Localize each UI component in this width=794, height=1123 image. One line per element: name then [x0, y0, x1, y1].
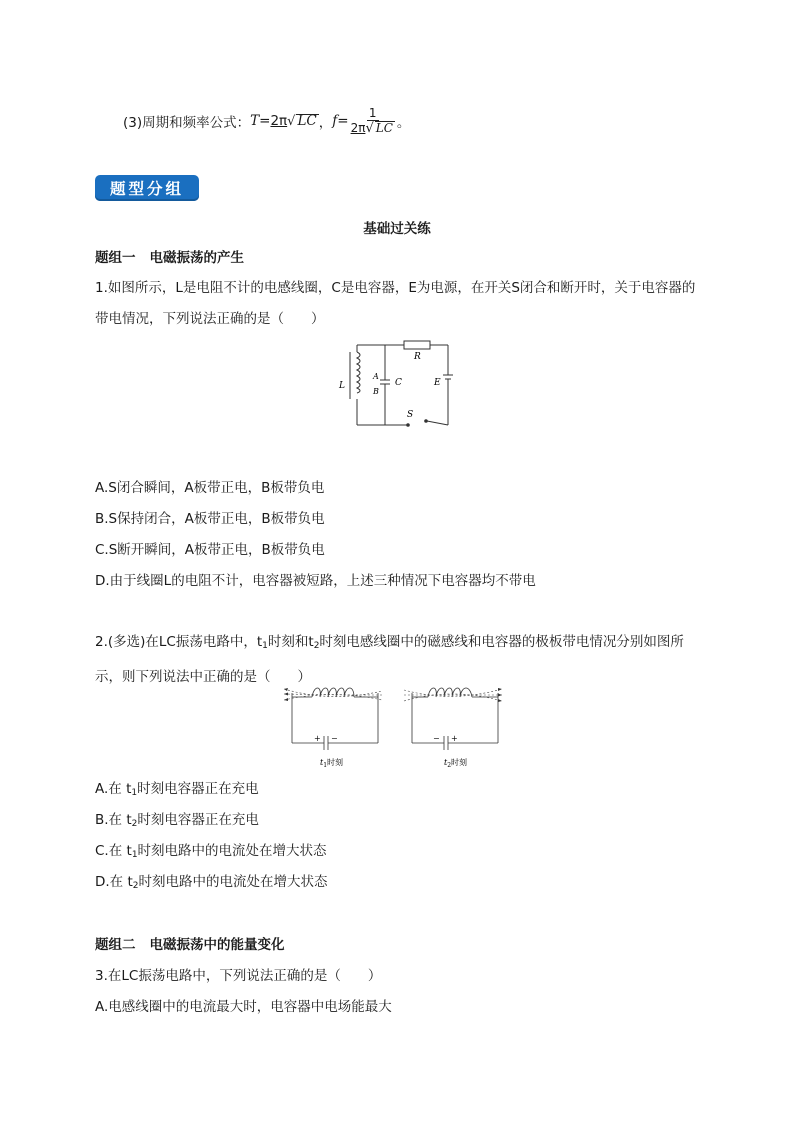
label-B: B: [373, 387, 379, 396]
question-2-text: [95, 627, 705, 693]
fig2-minus: −: [433, 734, 440, 743]
q2-a-post: 时刻电容器正在充电: [137, 781, 259, 797]
fig2-caption-sub: 2: [447, 762, 452, 769]
label-C: C: [395, 378, 402, 388]
q2-b-sub: 2: [131, 819, 138, 829]
frequency-fraction: [351, 106, 395, 136]
q2-a-pre: A.在 t: [95, 781, 132, 797]
fraction-numerator: 1: [368, 106, 377, 120]
question-1-text: 1.如图所示，L是电阻不计的电感线圈，C是电容器，E为电源，在开关S闭合和断开时，关于电容器的带电情况，下列说法正确的是（ ）: [95, 280, 696, 327]
sqrt-icon: √: [287, 113, 296, 129]
q2-figure-t2: [402, 683, 504, 771]
formula-equals: =: [259, 113, 271, 129]
fig1-caption: [320, 757, 343, 769]
formula-two-pi: 2π: [270, 113, 288, 129]
fig1-caption-sub: 1: [323, 762, 328, 769]
q1-option-b: B.S保持闭合，A板带正电，B板带负电: [95, 511, 325, 527]
label-A: A: [373, 372, 379, 381]
formula-f-symbol: f: [332, 113, 338, 129]
q1-option-a: A.S闭合瞬间，A板带正电，B板带负电: [95, 480, 325, 496]
q2-option-d: [95, 870, 328, 891]
q2-b-post: 时刻电容器正在充电: [137, 812, 259, 828]
formula-LC: LC: [297, 113, 317, 129]
sqrt-icon: √: [365, 121, 374, 136]
group-one-title: 电磁振荡的产生: [149, 250, 244, 266]
q2-option-b: [95, 808, 259, 829]
group-two-title: 电磁振荡中的能量变化: [149, 937, 285, 953]
q2-figure-t1: [282, 683, 384, 771]
formula-equals-2: =: [337, 113, 349, 129]
formula-prefix: (3)周期和频率公式：: [123, 115, 251, 131]
denominator-two-pi: 2π: [350, 121, 366, 135]
q1-circuit-diagram: [335, 337, 465, 429]
q2-d-post: 时刻电路中的电流处在增大状态: [138, 874, 328, 890]
fig1-caption-suffix: 时刻: [327, 758, 344, 767]
q2-a-sub: 1: [131, 788, 138, 798]
fig1-caption-t: t: [320, 758, 324, 767]
q2-sub1: 1: [262, 641, 268, 651]
group-two-heading: [95, 933, 285, 953]
section-title: 基础过关练: [363, 221, 431, 237]
q2-option-a: [95, 777, 259, 798]
fig2-caption-t: t: [444, 758, 448, 767]
q2-b-pre: B.在 t: [95, 812, 132, 828]
q2-text-part3: 时刻电感线圈中的磁感线和电容器的极板带电情况分别如图所示，则下列说法中正确的是（ ）: [95, 634, 684, 685]
q2-c-pre: C.在 t: [95, 843, 132, 859]
fig2-caption-suffix: 时刻: [451, 758, 468, 767]
label-L: L: [339, 381, 345, 391]
formula-comma: ，: [318, 115, 333, 131]
q2-sub2: 2: [313, 641, 320, 651]
q2-text-part1: 2.(多选)在LC振荡电路中，t: [95, 634, 263, 650]
q2-text-part2: 时刻和t: [267, 634, 314, 650]
group-two-label: 题组二: [95, 937, 136, 953]
group-one-label: 题组一: [95, 250, 136, 266]
q1-option-d: D.由于线圈L的电阻不计，电容器被短路，上述三种情况下电容器均不带电: [95, 573, 536, 589]
formula-T-symbol: T: [250, 113, 260, 129]
denominator-LC: LC: [375, 121, 393, 135]
q2-d-pre: D.在 t: [95, 874, 133, 890]
fraction-denominator: [351, 121, 395, 136]
q1-option-c: C.S断开瞬间，A板带正电，B板带负电: [95, 542, 325, 558]
q2-d-sub: 2: [132, 881, 139, 891]
fig1-minus: −: [331, 734, 338, 743]
group-one-heading: [95, 246, 244, 266]
fig1-plus: +: [314, 734, 321, 743]
q2-c-sub: 1: [131, 850, 138, 860]
fig2-plus: +: [451, 734, 458, 743]
section-badge: 题型分组: [95, 175, 199, 201]
label-E: E: [434, 378, 441, 388]
formula-period: 。: [396, 115, 411, 131]
label-S: S: [407, 410, 414, 420]
fig2-caption: [444, 757, 467, 769]
q2-option-c: [95, 839, 327, 860]
question-3-text: 3.在LC振荡电路中，下列说法正确的是（ ）: [95, 968, 382, 984]
label-R: R: [414, 352, 421, 362]
period-frequency-formula: [123, 104, 410, 138]
q2-c-post: 时刻电路中的电流处在增大状态: [137, 843, 327, 859]
q3-option-a: A.电感线圈中的电流最大时，电容器中电场能最大: [95, 999, 392, 1015]
